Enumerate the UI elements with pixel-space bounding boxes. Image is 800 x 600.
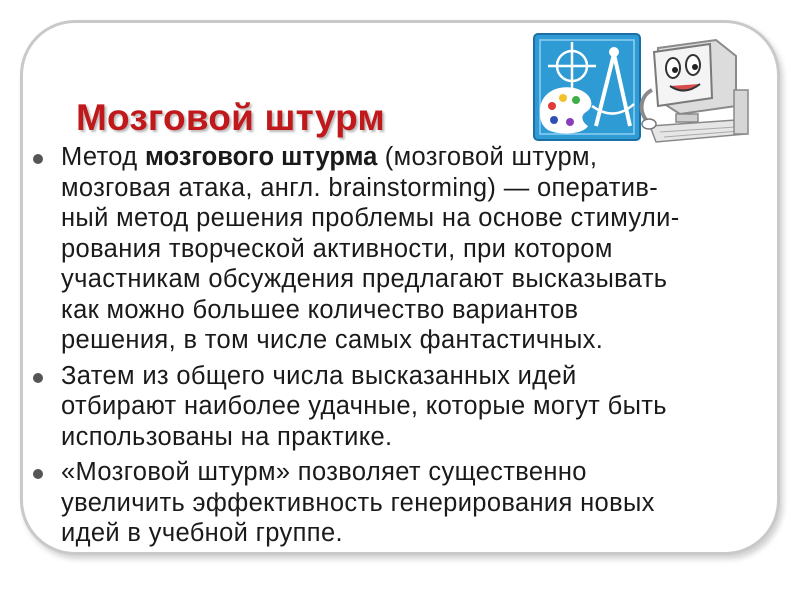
text-line (61, 142, 763, 173)
bullet-marker (33, 469, 43, 479)
text-line: использованы на практике. (61, 422, 393, 451)
text-line: ный метод решения проблемы на основе стимули- (61, 204, 680, 232)
text-line: «Мозговой штурм» позволяет существенно (61, 458, 587, 486)
text-line: участникам обсуждения предлагают высказывать (61, 265, 668, 293)
text-line: увеличить эффективность генерирования новых (61, 488, 655, 517)
bullet-definition (33, 142, 763, 356)
slide-title: Мозговой штурм (76, 97, 385, 138)
text-line: отбирают наиболее удачные, которые могут быть (61, 392, 667, 420)
keyboard-icon (650, 120, 746, 142)
text-line: идей в учебной группе. (61, 519, 343, 547)
bullet-marker (33, 373, 43, 383)
drawing-tools-and-computer-mascot-icon (530, 30, 752, 146)
text-fragment: Метод (61, 143, 145, 171)
bullet-benefit (33, 457, 763, 549)
bold-term: мозгового штурма (144, 143, 378, 171)
palette-icon (540, 87, 592, 133)
text-line: мозговая атака, англ. brainstorming) — оператив- (61, 173, 659, 202)
bullet-marker (33, 154, 43, 164)
text-line: решения, в том числе самых фантастичных. (61, 326, 604, 354)
bullet-selection (33, 361, 763, 453)
text-line: как можно большее количество вариантов (61, 295, 579, 324)
text-line: Затем из общего числа высказанных идей (61, 361, 577, 390)
text-line: рования творческой активности, при котором (61, 234, 613, 263)
computer-mascot-icon (642, 40, 748, 142)
bullet-list (33, 142, 763, 549)
text-fragment: (мозговой штурм, (377, 143, 598, 171)
